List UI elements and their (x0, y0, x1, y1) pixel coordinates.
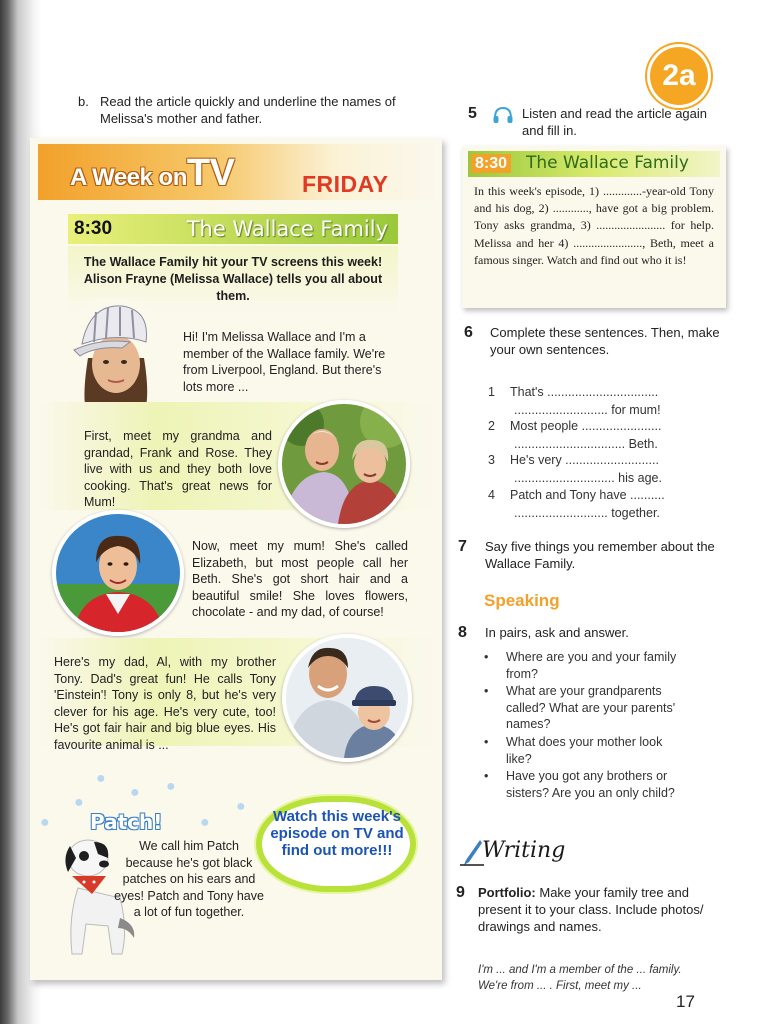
sentence-line-a: Most people ....................... (510, 419, 662, 433)
exercise-8-text: In pairs, ask and answer. (485, 625, 629, 640)
exercise-9 (456, 884, 706, 935)
paw-print-icon: ● (96, 770, 106, 787)
exercise-7 (458, 538, 718, 572)
task-b (78, 93, 448, 127)
card-title: The Wallace Family (526, 153, 689, 173)
paragraph-mum: Now, meet my mum! She's called Elizabeth, but most people call her Beth. She's got short hair and a beautiful smile! She loves flowers, chocolate - and my dad, of course! (192, 539, 408, 619)
speaking-question-2 (484, 683, 684, 733)
exercise-6 (464, 324, 724, 358)
paw-print-icon: ● (166, 778, 176, 795)
headphones-icon (493, 106, 513, 128)
unit-badge: 2a (650, 47, 708, 105)
exercise-6-number: 6 (464, 324, 473, 341)
exercise-9-number: 9 (456, 884, 465, 901)
mum-photo (52, 510, 184, 636)
speaking-heading: Speaking (484, 591, 560, 610)
sentence-number: 3 (488, 453, 495, 467)
sentence-line-b: ................................ Beth. (514, 437, 658, 451)
sentence-number: 1 (488, 385, 495, 399)
task-b-letter: b. (78, 94, 89, 109)
patch-text: We call him Patch because he's got black patches on his ears and eyes! Patch and Tony have a lot of fun together. (114, 839, 264, 919)
paragraph-grandparents: First, meet my grandma and grandad, Frank and Rose. They live with us and they both love cooking. That's great news for Mum! (84, 429, 272, 509)
task-b-text: Read the article quickly and underline the names of Melissa's mother and father. (100, 94, 396, 126)
bullet-icon: • (484, 735, 489, 749)
exercise-5-text: Listen and read the article again and fill in. (522, 106, 708, 138)
card-fill-in-text: In this week's episode, 1) .............-year-old Tony and his dog, 2) ............, have got a big problem. Tony asks grandma, 3) ....................... for help. Melissa and her 4) ......................., Beth, meet a famous singer. Watch and find out who it is! (474, 184, 714, 267)
sentence-line-a: That's ................................ (510, 385, 659, 399)
patch-title: Patch! (90, 810, 163, 834)
sentence-number: 2 (488, 419, 495, 433)
portfolio-instructions: Make your family tree and present it to your class. Include photos/ drawings and names. (478, 885, 704, 934)
paw-print-icon: ● (40, 814, 50, 831)
exercise-5 (468, 105, 718, 139)
speaking-question-4 (484, 768, 684, 801)
paw-print-icon: ● (130, 784, 140, 801)
watch-cloud-text: Watch this week's episode on TV and find out more!!! (270, 808, 404, 859)
bullet-icon: • (484, 769, 489, 783)
tv-logo-tv: TV (186, 152, 235, 194)
exercise-6-text: Complete these sentences. Then, make your own sentences. (490, 325, 720, 357)
exercise-8 (458, 624, 718, 641)
speaking-question-1 (484, 649, 684, 682)
tv-article (30, 138, 442, 980)
tv-logo-prefix: A Week on (70, 164, 187, 191)
exercise-7-text: Say five things you remember about the Wallace Family. (485, 539, 715, 571)
grandparents-photo (278, 400, 410, 528)
show-title: The Wallace Family (186, 217, 388, 241)
sentence-line-a: Patch and Tony have .......... (510, 488, 665, 502)
sentence-line-b: ........................... for mum! (514, 403, 661, 417)
card-time: 8:30 (471, 154, 511, 173)
article-intro: The Wallace Family hit your TV screens this week! Alison Frayne (Melissa Wallace) tells you all about them. (68, 246, 398, 312)
exercise-5-number: 5 (468, 105, 477, 122)
portfolio-label: Portfolio: (478, 885, 536, 900)
wallace-family-card (462, 146, 726, 308)
paragraph-melissa: Hi! I'm Melissa Wallace and I'm a member of the Wallace family. We're from Liverpool, England. But there's lots more ... (183, 330, 386, 394)
tv-logo (70, 152, 234, 195)
pen-icon (460, 838, 484, 871)
sentence-line-a: He's very ........................... (510, 453, 659, 467)
writing-heading: Writing (482, 838, 566, 863)
question-text: Where are you and your family from? (506, 650, 677, 681)
paw-print-icon: ● (236, 798, 246, 815)
question-text: Have you got any brothers or sisters? Are you an only child? (506, 769, 675, 800)
speaking-question-3 (484, 734, 684, 767)
sentence-line-b: ............................. his age. (514, 471, 662, 485)
card-title-bar (468, 151, 720, 177)
exercise-8-number: 8 (458, 624, 467, 641)
dad-and-tony-photo (282, 634, 412, 762)
exercise-9-text (456, 884, 706, 935)
question-text: What are your grandparents called? What are your parents' names? (506, 684, 676, 731)
exercise-7-number: 7 (458, 538, 467, 555)
question-text: What does your mother look like? (506, 735, 663, 766)
page-number: 17 (676, 992, 695, 1011)
bullet-icon: • (484, 650, 489, 664)
day-heading: FRIDAY (302, 171, 389, 197)
writing-example: I'm ... and I'm a member of the ... family. We're from ... . First, meet my ... (478, 964, 682, 992)
bullet-icon: • (484, 684, 489, 698)
paw-print-icon: ● (200, 814, 210, 831)
show-title-bar (68, 214, 398, 244)
paragraph-dad: Here's my dad, Al, with my brother Tony. Dad's great fun! He calls Tony 'Einstein'! Tony is only 8, but he's very clever for his age. He's very cute, too! He's got fair hair and big blue eyes. His favourite animal is ... (54, 655, 276, 752)
sentence-number: 4 (488, 488, 495, 502)
sentence-line-b: ........................... together. (514, 506, 660, 520)
show-time: 8:30 (74, 218, 113, 239)
paw-print-icon: ● (74, 794, 84, 811)
